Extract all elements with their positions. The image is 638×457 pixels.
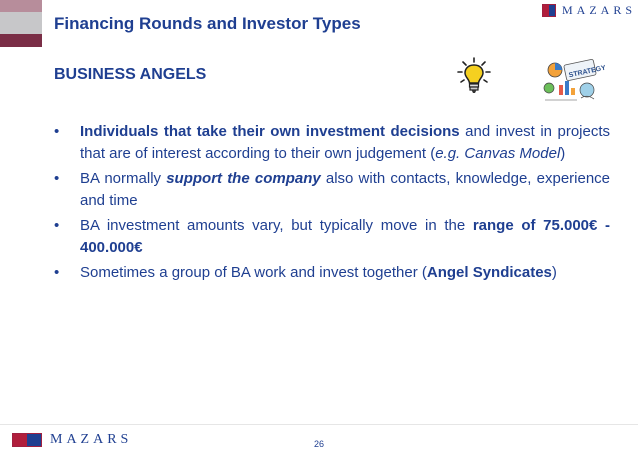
bullet-run: BA normally xyxy=(80,170,167,187)
strategy-icon-text: STRATEGY xyxy=(568,64,607,80)
slide-title: Financing Rounds and Investor Types xyxy=(54,14,361,33)
bullet-text xyxy=(80,123,610,162)
bullet-run: and invest in projects that are of interest according to their own judgement ( xyxy=(80,123,611,162)
bullet-marker: • xyxy=(54,217,60,234)
bullet-item xyxy=(54,121,610,165)
bullet-run: support the company xyxy=(166,170,321,187)
mazars-logo-text: MAZARS xyxy=(50,432,133,447)
decor-strip-bottom xyxy=(0,34,42,47)
bullet-list xyxy=(54,121,610,287)
bullet-marker: • xyxy=(54,170,60,187)
bullet-run: BA investment amounts vary, but typically move in the xyxy=(80,217,473,234)
decor-strip-top xyxy=(0,0,42,12)
mazars-logo-bottom xyxy=(12,432,132,448)
bullet-run: range of 75.000€ - 400.000€ xyxy=(80,217,610,256)
mazars-logo-mark-icon xyxy=(542,4,556,17)
bullet-marker: • xyxy=(54,264,60,281)
page-number: 26 xyxy=(314,439,325,449)
bullet-item xyxy=(54,168,610,212)
bullet-run: ) xyxy=(560,145,566,162)
bullet-item xyxy=(54,215,610,259)
bullet-text xyxy=(80,217,610,256)
strategy-sketch-icon xyxy=(541,58,607,104)
lightbulb-idea-icon xyxy=(454,56,494,96)
bullet-run: Individuals that take their own investment decisions xyxy=(80,123,460,140)
bullet-text xyxy=(80,170,610,209)
bullet-item xyxy=(54,262,610,284)
bullet-run: Angel Syndicates xyxy=(426,264,552,281)
bullet-run: Sometimes a group of BA work and invest together ( xyxy=(80,264,427,281)
bullet-run: e.g. Canvas Model xyxy=(435,145,561,162)
bullet-marker: • xyxy=(54,123,60,140)
bullet-run: also with contacts, knowledge, experience and time xyxy=(80,170,611,209)
section-subtitle: BUSINESS ANGELS xyxy=(54,66,207,83)
decor-strip-middle xyxy=(0,12,42,34)
bullet-text xyxy=(80,264,557,281)
mazars-logo-top xyxy=(542,3,636,18)
mazars-logo-mark-icon xyxy=(12,433,42,447)
mazars-logo-text: MAZARS xyxy=(562,3,637,17)
footer-divider xyxy=(0,424,638,425)
bullet-run: ) xyxy=(551,264,557,281)
